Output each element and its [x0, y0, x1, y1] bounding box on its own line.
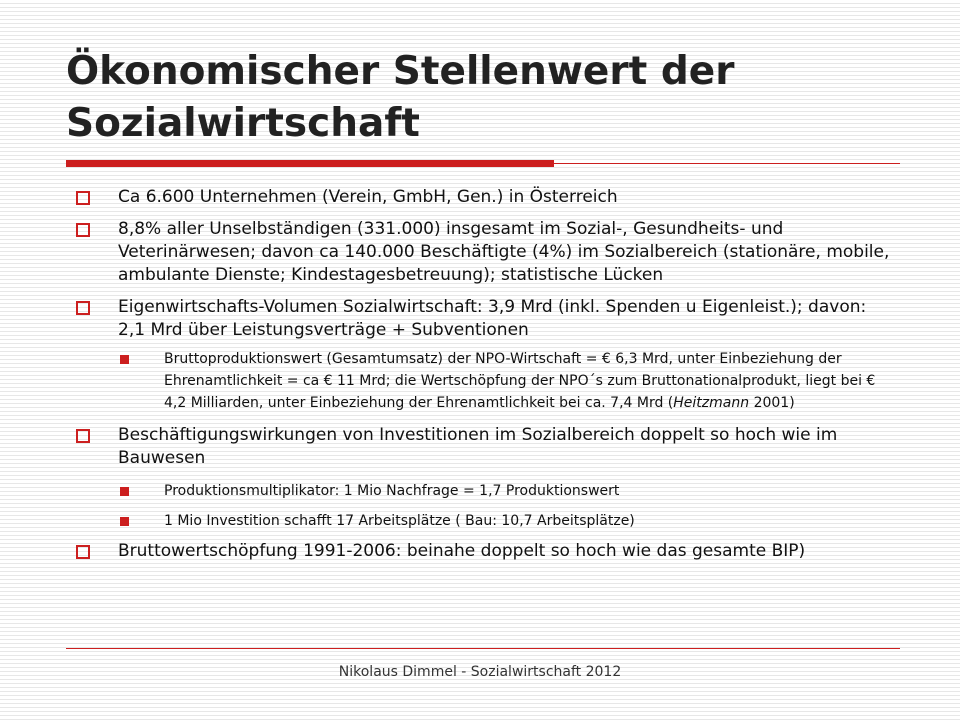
filled-square-bullet-icon: [120, 487, 129, 496]
square-outline-bullet-icon: [76, 301, 90, 315]
square-outline-bullet-icon: [76, 191, 90, 205]
bullet-list: [66, 186, 896, 572]
bullet-text: Ca 6.600 Unternehmen (Verein, GmbH, Gen.) in Österreich: [118, 187, 618, 207]
bullet-item: [66, 424, 896, 470]
square-outline-bullet-icon: [76, 429, 90, 443]
square-outline-bullet-icon: [76, 223, 90, 237]
bullet-item: [66, 186, 896, 209]
bullet-item: [66, 218, 896, 287]
filled-square-bullet-icon: [120, 355, 129, 364]
sub-bullet-text: Produktionsmultiplikator: 1 Mio Nachfrage = 1,7 Produktionswert: [164, 483, 620, 499]
title-accent-bar: [66, 160, 554, 167]
footer-divider-line: [66, 648, 900, 649]
sub-bullet-item: [66, 348, 896, 414]
bullet-text: 8,8% aller Unselbständigen (331.000) insgesamt im Sozial-, Gesundheits- und Veterinärwesen; davon ca 140.000 Beschäftigte (4%) im Sozialbereich (stationäre, mobile, ambulante Dienste; Kindestagesbetreuung); statistische Lücken: [118, 219, 890, 285]
bullet-text: Beschäftigungswirkungen von Investitionen im Sozialbereich doppelt so hoch wie im Bauwesen: [118, 425, 838, 468]
filled-square-bullet-icon: [120, 517, 129, 526]
square-outline-bullet-icon: [76, 545, 90, 559]
slide-footer: Nikolaus Dimmel - Sozialwirtschaft 2012: [338, 664, 622, 680]
sub-bullet-text: 1 Mio Investition schafft 17 Arbeitsplätze ( Bau: 10,7 Arbeitsplätze): [164, 513, 635, 529]
bullet-text: Bruttowertschöpfung 1991-2006: beinahe doppelt so hoch wie das gesamte BIP): [118, 541, 806, 561]
bullet-text: Eigenwirtschafts-Volumen Sozialwirtschaft: 3,9 Mrd (inkl. Spenden u Eigenleist.); davon: 2,1 Mrd über Leistungsverträge + Subventionen: [118, 297, 867, 340]
sub-bullet-item: [66, 480, 896, 502]
slide-title: Ökonomischer Stellenwert der Sozialwirtschaft: [66, 49, 735, 146]
citation-author: Heitzmann: [673, 395, 750, 411]
citation-year: 2001): [749, 395, 795, 411]
bullet-item: [66, 296, 896, 342]
sub-bullet-text: Bruttoproduktionswert (Gesamtumsatz) der NPO-Wirtschaft = € 6,3 Mrd, unter Einbeziehung der Ehrenamtlichkeit = ca € 11 Mrd; die Wertschöpfung der NPO´s zum Bruttonationalprodukt, liegt bei € 4,2 Milliarden, unter Einbeziehung der Ehrenamtlichkeit bei ca. 7,4 Mrd (: [164, 351, 876, 411]
bullet-item: [66, 540, 896, 563]
sub-bullet-item: [66, 510, 896, 532]
